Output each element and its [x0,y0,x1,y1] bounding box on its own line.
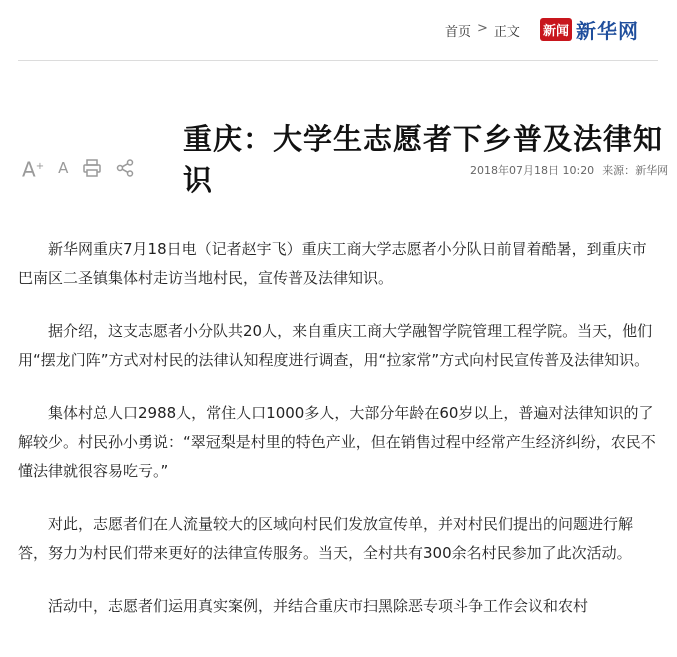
print-icon[interactable] [82,159,102,177]
font-increase-label: A [22,157,36,182]
logo-badge: 新闻 [540,18,572,41]
font-decrease-label: A [58,159,69,178]
logo-text: 新华网 [576,18,640,43]
breadcrumb [445,21,520,40]
breadcrumb-current: 正文 [493,25,520,40]
article-toolbar [22,155,134,182]
paragraph: 新华网重庆7月18日电（记者赵宇飞）重庆工商大学志愿者小分队日前冒着酷暑，到重庆市巴南区二圣镇集体村走访当地村民，宣传普及法律知识。 [18,240,647,287]
source [602,162,668,178]
publish-datetime: 2018年07月18日 10:20 [470,164,595,177]
paragraph: 活动中，志愿者们运用真实案例，并结合重庆市扫黑除恶专项斗争工作会议和农村 [48,597,589,615]
source-name: 新华网 [635,164,669,177]
article-body [18,235,658,645]
breadcrumb-home-link[interactable]: 首页 [445,25,472,40]
font-decrease-button[interactable] [58,156,68,180]
paragraph: 集体村总人口2988人，常住人口1000多人，大部分年龄在60岁以上，普遍对法律知识的了解较少。村民孙小勇说：“翠冠梨是村里的特色产业，但在销售过程中经常产生经济纠纷，农民不懂法律就很容易吃亏。” [18,404,656,480]
paragraph: 对此，志愿者们在人流量较大的区域向村民们发放宣传单，并对村民们提出的问题进行解答，努力为村民们带来更好的法律宣传服务。当天，全村共有300余名村民参加了此次活动。 [18,515,634,562]
share-icon[interactable] [116,159,134,177]
breadcrumb-separator: > [477,21,488,36]
paragraph: 据介绍，这支志愿者小分队共20人，来自重庆工商大学融智学院管理工程学院。当天，他们用“摆龙门阵”方式对村民的法律认知程度进行调查，用“拉家常”方式向村民宣传普及法律知识。 [18,322,653,369]
top-bar [0,0,677,58]
xinhuanet-logo[interactable] [540,14,639,44]
header-divider [18,60,658,61]
article-meta [470,162,668,178]
font-increase-button[interactable]: A+ [22,157,45,182]
article-title: 重庆：大学生志愿者下乡普及法律知识 [183,122,664,198]
source-label: 来源： [602,164,636,177]
